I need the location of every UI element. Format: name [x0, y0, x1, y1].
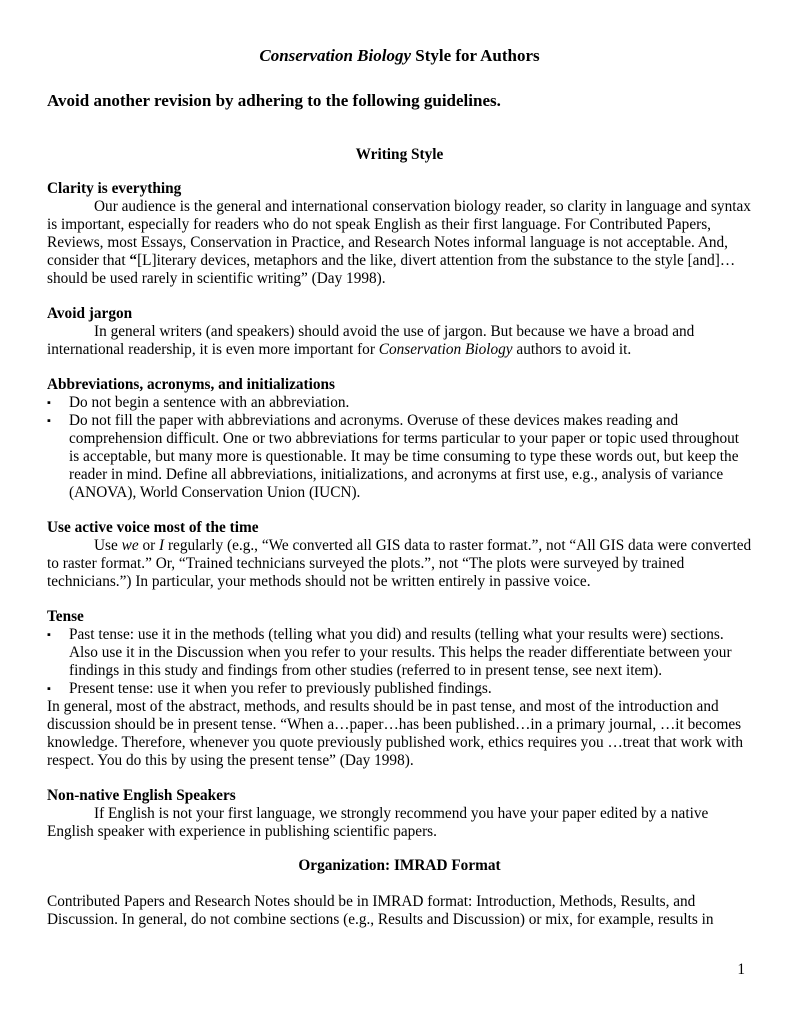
active-voice-section	[47, 519, 752, 591]
imrad-paragraph: Contributed Papers and Research Notes should be in IMRAD format: Introduction, Methods, Results, and Discussion. In general, do not combine sections (e.g., Results and Discussion) or mix, for example, results in	[47, 893, 714, 928]
tense-heading: Tense	[47, 608, 84, 625]
abbreviations-section	[47, 376, 752, 502]
bullet-icon: ▪	[47, 683, 51, 695]
list-item: ▪ Do not fill the paper with abbreviations and acronyms. Overuse of these devices makes reading and comprehension difficult. One or two abbreviations for terms particular to your paper or topic used throughout is acceptable, but many more is questionable. It may be time consuming to type these words out, but keep the reader in mind. Define all abbreviations, initializations, and acronyms at first use, e.g., analysis of variance (ANOVA), World Conservation Union (IUCN).	[47, 412, 740, 501]
writing-style-heading: Writing Style	[355, 146, 444, 163]
bullet-icon: ▪	[47, 415, 51, 427]
clarity-paragraph: Our audience is the general and international conservation biology reader, so clarity in language and syntax is important, especially for readers who do not speak English as their first language. For Contributed Papers, Reviews, most Essays, Conservation in Practice, and Research Notes informal language is not acceptable. And, consider that “[L]iterary devices, metaphors and the like, divert attention from the substance to the style [and]…should be used rarely in scientific writing” (Day 1998).	[47, 198, 751, 287]
page-number: 1	[737, 961, 745, 978]
jargon-paragraph: In general writers (and speakers) should avoid the use of jargon. But because we have a broad and international readership, it is even more important for Conservation Biology authors to avoid it.	[47, 323, 695, 358]
active-voice-heading: Use active voice most of the time	[47, 519, 259, 536]
abbreviations-list	[47, 394, 752, 502]
imrad-section	[47, 893, 752, 929]
tense-paragraph: In general, most of the abstract, methods, and results should be in past tense, and most of the introduction and discussion should be in present tense. “When a…paper…has been published…in a primary journal, …it becomes knowledge. Therefore, whenever you quote previously published work, ethics requires you …treat that work with respect. You do this by using the present tense” (Day 1998).	[47, 698, 743, 769]
nonnative-paragraph: If English is not your first language, we strongly recommend you have your paper edited by a native English speaker with experience in publishing scientific papers.	[47, 805, 709, 840]
imrad-heading: Organization: IMRAD Format	[298, 857, 501, 874]
list-item: ▪ Present tense: use it when you refer to previously published findings.	[47, 680, 492, 697]
document-title	[47, 47, 752, 65]
clarity-section	[47, 180, 752, 288]
clarity-heading: Clarity is everything	[47, 180, 182, 197]
title-journal-name: Conservation Biology	[259, 46, 411, 65]
nonnative-section	[47, 787, 752, 841]
jargon-heading: Avoid jargon	[47, 305, 133, 322]
title-rest: Style for Authors	[411, 46, 540, 65]
document-subtitle: Avoid another revision by adhering to the following guidelines.	[47, 91, 501, 110]
abbreviations-heading: Abbreviations, acronyms, and initializations	[47, 376, 335, 393]
list-item: ▪ Past tense: use it in the methods (telling what you did) and results (telling what your results were) sections. Also use it in the Discussion when you refer to your results. This helps the reader differentiate between your findings in this study and findings from other studies (referred to in present tense, see next item).	[47, 626, 732, 679]
list-item: ▪ Do not begin a sentence with an abbreviation.	[47, 394, 350, 411]
nonnative-heading: Non-native English Speakers	[47, 787, 236, 804]
bullet-icon: ▪	[47, 397, 51, 409]
bullet-icon: ▪	[47, 629, 51, 641]
tense-section	[47, 608, 752, 770]
tense-list	[47, 626, 752, 698]
active-voice-paragraph: Use we or I regularly (e.g., “We converted all GIS data to raster format.”, not “All GIS data were converted to raster format.” Or, “Trained technicians surveyed the plots.”, not “The plots were surveyed by trained technicians.”) In particular, your methods should not be written entirely in passive voice.	[47, 537, 752, 590]
jargon-section	[47, 305, 752, 359]
